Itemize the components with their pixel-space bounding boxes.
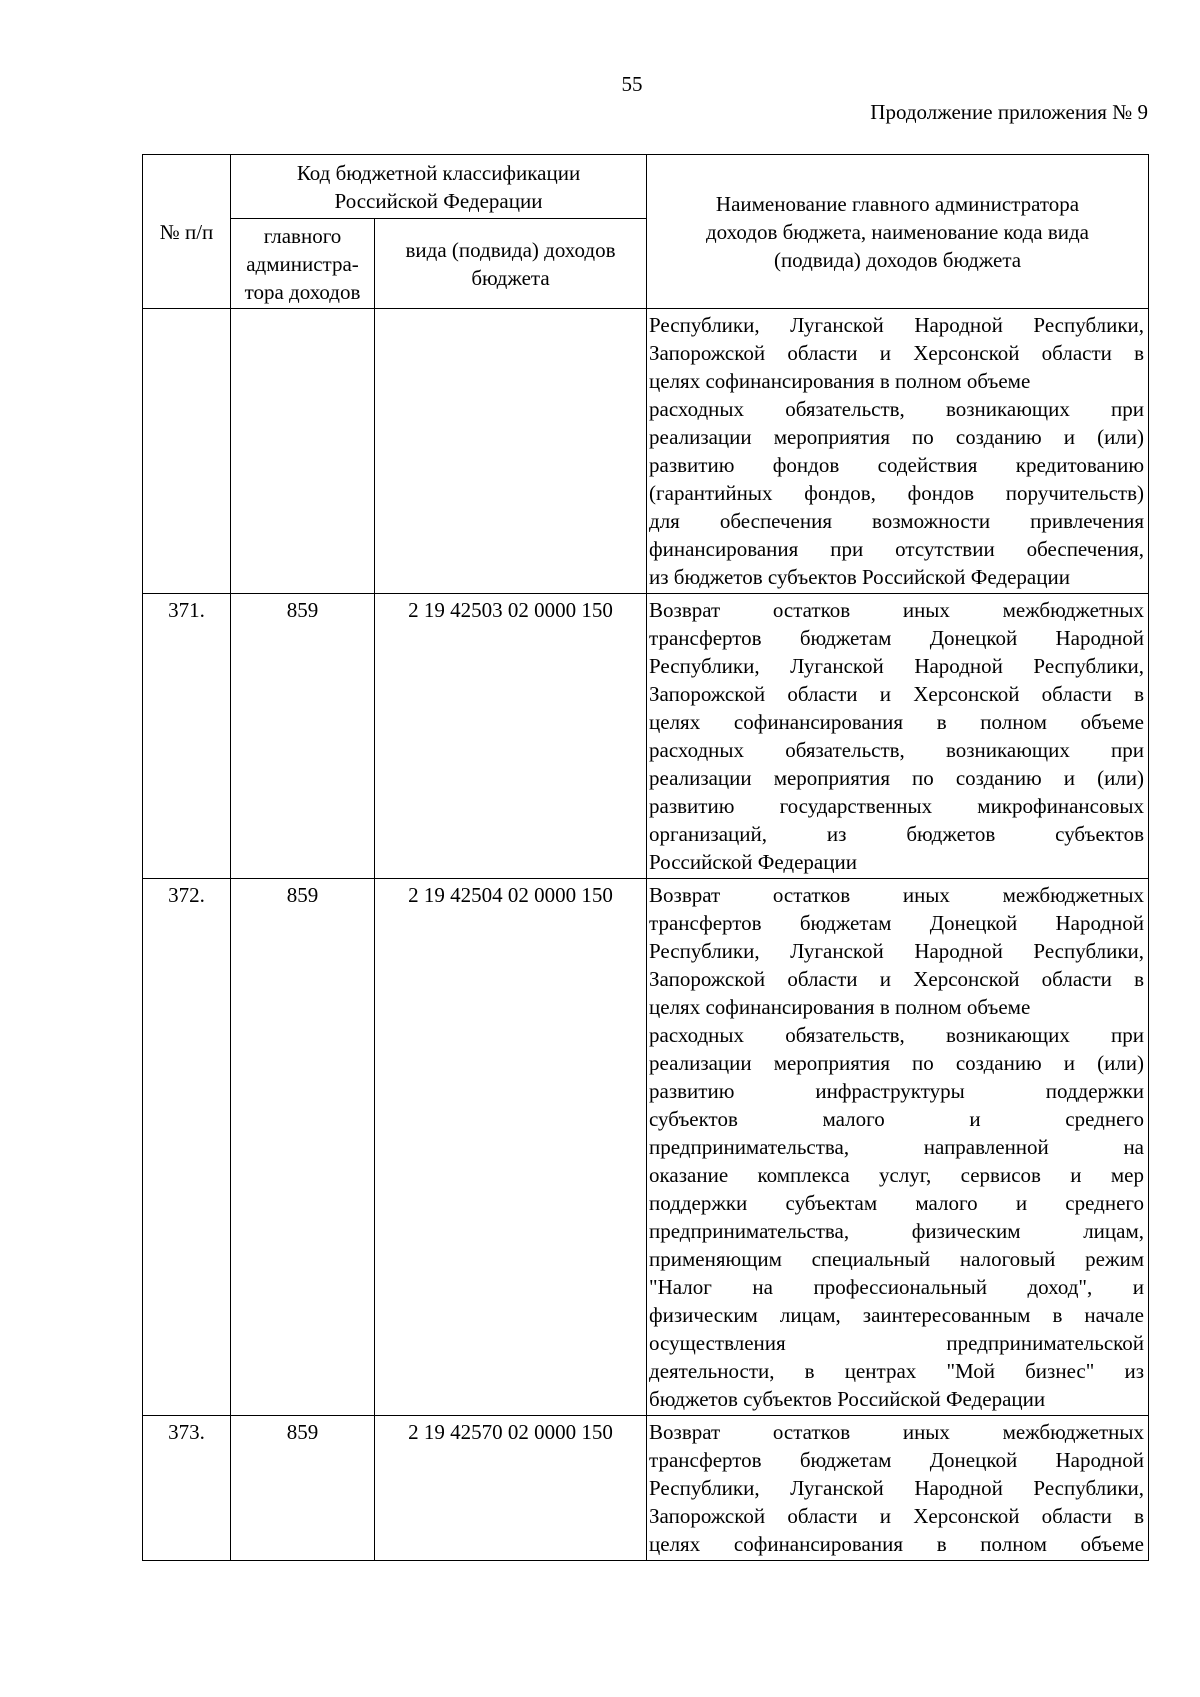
description-line: Возврат остатков иных межбюджетных: [649, 598, 1145, 622]
description-line: субъектов малого и среднего: [649, 1107, 1145, 1131]
description-line: Запорожской области и Херсонской области в: [649, 682, 1145, 706]
admin-code: 859: [231, 1416, 375, 1561]
description-line: для обеспечения возможности привлечения: [649, 509, 1145, 533]
description-line: Запорожской области и Херсонской области в: [649, 967, 1145, 991]
description-line: целях софинансирования в полном объеме: [649, 1532, 1145, 1556]
row-number: 372.: [143, 879, 231, 1416]
header-name: [647, 155, 1149, 309]
header-code-group: [231, 155, 647, 219]
admin-code: [231, 309, 375, 594]
description-line: Республики, Луганской Народной Республики,: [649, 939, 1145, 963]
header-code-group-line: Код бюджетной классификации: [296, 160, 581, 185]
description-line: трансфертов бюджетам Донецкой Народной: [649, 626, 1145, 650]
header-name-line: (подвида) доходов бюджета: [773, 247, 1022, 272]
description-line: Республики, Луганской Народной Республики,: [649, 1476, 1145, 1500]
header-name-line: доходов бюджета, наименование кода вида: [706, 219, 1090, 244]
income-code: 2 19 42503 02 0000 150: [375, 594, 647, 879]
description-line: применяющим специальный налоговый режим: [649, 1247, 1145, 1271]
header-admin-line: администра-: [246, 251, 359, 276]
row-number: 371.: [143, 594, 231, 879]
description-line: из бюджетов субъектов Российской Федерации: [649, 565, 1070, 589]
description-line: деятельности, в центрах "Мой бизнес" из: [649, 1359, 1145, 1383]
budget-classification-table: [142, 154, 1149, 1561]
description-line: организаций, из бюджетов субъектов: [649, 822, 1145, 846]
description-line: трансфертов бюджетам Донецкой Народной: [649, 1448, 1145, 1472]
header-admin: [231, 219, 375, 309]
row-number: [143, 309, 231, 594]
header-admin-line: тора доходов: [244, 279, 361, 304]
header-kind: [375, 219, 647, 309]
income-description: [647, 879, 1149, 1416]
description-line: Запорожской области и Херсонской области в: [649, 341, 1145, 365]
income-code: 2 19 42570 02 0000 150: [375, 1416, 647, 1561]
description-line: целях софинансирования в полном объеме: [649, 710, 1145, 734]
income-description: [647, 1416, 1149, 1561]
description-line: Республики, Луганской Народной Республики,: [649, 313, 1145, 337]
header-kind-line: вида (подвида) доходов: [405, 237, 616, 262]
description-line: (гарантийных фондов, фондов поручительств): [649, 481, 1145, 505]
description-line: реализации мероприятия по созданию и (или): [649, 425, 1145, 449]
description-line: развитию фондов содействия кредитованию: [649, 453, 1145, 477]
header-row: [143, 155, 1149, 219]
page-number: 55: [621, 72, 643, 96]
description-line: предпринимательства, направленной на: [649, 1135, 1145, 1159]
description-line: Запорожской области и Херсонской области в: [649, 1504, 1145, 1528]
header-num: № п/п: [143, 155, 231, 309]
description-line: физическим лицам, заинтересованным в начале: [649, 1303, 1145, 1327]
description-line: расходных обязательств, возникающих при: [649, 397, 1145, 421]
description-line: Возврат остатков иных межбюджетных: [649, 883, 1145, 907]
header-name-line: Наименование главного администратора: [715, 191, 1080, 216]
description-line: расходных обязательств, возникающих при: [649, 738, 1145, 762]
description-line: целях софинансирования в полном объеме: [649, 369, 1031, 393]
description-line: "Налог на профессиональный доход", и: [649, 1275, 1145, 1299]
income-code: 2 19 42504 02 0000 150: [375, 879, 647, 1416]
description-line: целях софинансирования в полном объеме: [649, 995, 1031, 1019]
description-line: бюджетов субъектов Российской Федерации: [649, 1387, 1046, 1411]
income-description: [647, 594, 1149, 879]
income-code: [375, 309, 647, 594]
description-line: оказание комплекса услуг, сервисов и мер: [649, 1163, 1145, 1187]
header-code-group-line: Российской Федерации: [334, 188, 543, 213]
table-row: [143, 309, 1149, 594]
description-line: финансирования при отсутствии обеспечения,: [649, 537, 1145, 561]
description-line: расходных обязательств, возникающих при: [649, 1023, 1145, 1047]
table-row: [143, 879, 1149, 1416]
description-line: трансфертов бюджетам Донецкой Народной: [649, 911, 1145, 935]
description-line: реализации мероприятия по созданию и (или): [649, 1051, 1145, 1075]
row-number: 373.: [143, 1416, 231, 1561]
description-line: развитию инфраструктуры поддержки: [649, 1079, 1145, 1103]
description-line: Республики, Луганской Народной Республики,: [649, 654, 1145, 678]
appendix-title: Продолжение приложения № 9: [870, 100, 1148, 124]
description-line: Возврат остатков иных межбюджетных: [649, 1420, 1145, 1444]
description-line: поддержки субъектам малого и среднего: [649, 1191, 1145, 1215]
table-row: [143, 1416, 1149, 1561]
header-kind-line: бюджета: [471, 265, 550, 290]
description-line: реализации мероприятия по созданию и (или): [649, 766, 1145, 790]
description-line: Российской Федерации: [649, 850, 857, 874]
description-line: осуществления предпринимательской: [649, 1331, 1145, 1355]
income-description: [647, 309, 1149, 594]
description-line: развитию государственных микрофинансовых: [649, 794, 1145, 818]
admin-code: 859: [231, 594, 375, 879]
header-admin-line: главного: [263, 223, 342, 248]
table-row: [143, 594, 1149, 879]
description-line: предпринимательства, физическим лицам,: [649, 1219, 1145, 1243]
admin-code: 859: [231, 879, 375, 1416]
